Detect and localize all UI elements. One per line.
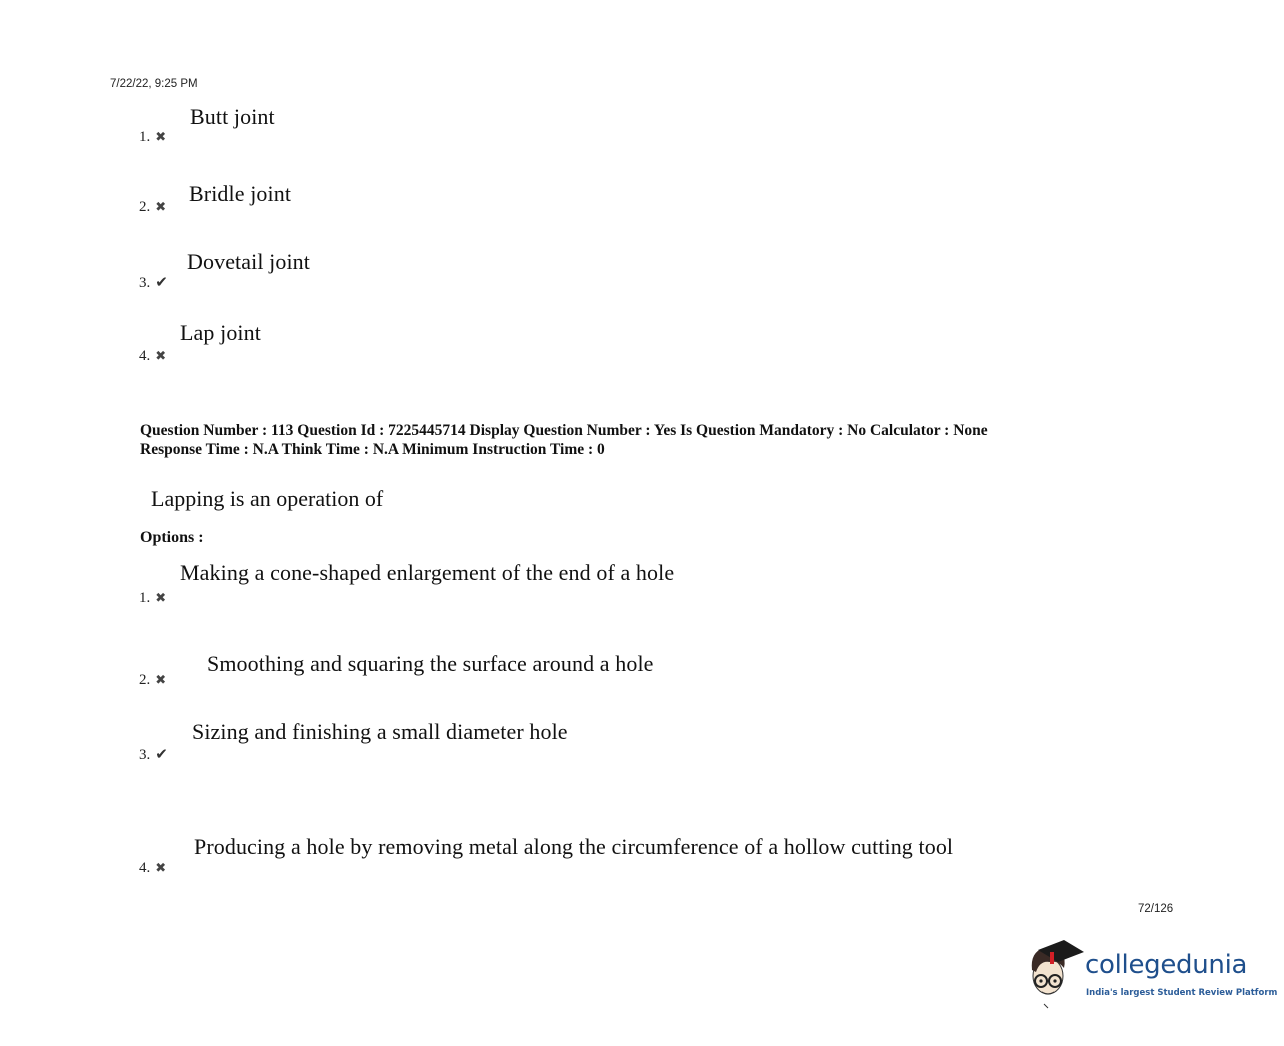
option-text: Bridle joint — [189, 181, 292, 206]
question-meta-line-2: Response Time : N.A Think Time : N.A Minimum Instruction Time : 0 — [140, 441, 605, 458]
wrong-mark-icon: ✖ — [155, 349, 167, 364]
option-number: 4. ✖ — [139, 348, 167, 364]
correct-check-icon: ✔ — [155, 745, 168, 763]
options-label: Options : — [140, 529, 204, 546]
option-number: 1. ✖ — [139, 129, 167, 145]
option-text: Dovetail joint — [187, 249, 310, 274]
correct-check-icon: ✔ — [155, 273, 168, 291]
option-number: 2. ✖ — [139, 672, 167, 688]
question-meta-line-1: Question Number : 113 Question Id : 7225445714 Display Question Number : Yes Is Question Mandatory : No Calculator : None — [140, 422, 988, 439]
page-number: 72/126 — [1138, 903, 1174, 915]
option-number: 4. ✖ — [139, 860, 167, 876]
option-text: Sizing and finishing a small diameter hole — [192, 719, 568, 744]
wrong-mark-icon: ✖ — [155, 861, 167, 876]
option-number: 1. ✖ — [139, 590, 167, 606]
option-text: Producing a hole by removing metal along the circumference of a hollow cutting tool — [194, 834, 954, 859]
option-text: Lap joint — [180, 320, 261, 345]
logo-wordmark: collegedunia — [1085, 950, 1248, 980]
option-number: 3. ✔ — [139, 273, 168, 291]
logo-tagline: India's largest Student Review Platform — [1086, 988, 1278, 998]
wrong-mark-icon: ✖ — [155, 130, 167, 145]
wrong-mark-icon: ✖ — [155, 673, 167, 688]
option-text: Butt joint — [190, 104, 275, 129]
option-text: Smoothing and squaring the surface around a hole — [207, 651, 654, 676]
option-text: Making a cone-shaped enlargement of the end of a hole — [180, 560, 675, 585]
wrong-mark-icon: ✖ — [155, 200, 167, 215]
wrong-mark-icon: ✖ — [155, 591, 167, 606]
option-number: 2. ✖ — [139, 199, 167, 215]
question-text: Lapping is an operation of — [151, 486, 384, 511]
print-timestamp: 7/22/22, 9:25 PM — [110, 78, 198, 90]
option-number: 3. ✔ — [139, 745, 168, 763]
